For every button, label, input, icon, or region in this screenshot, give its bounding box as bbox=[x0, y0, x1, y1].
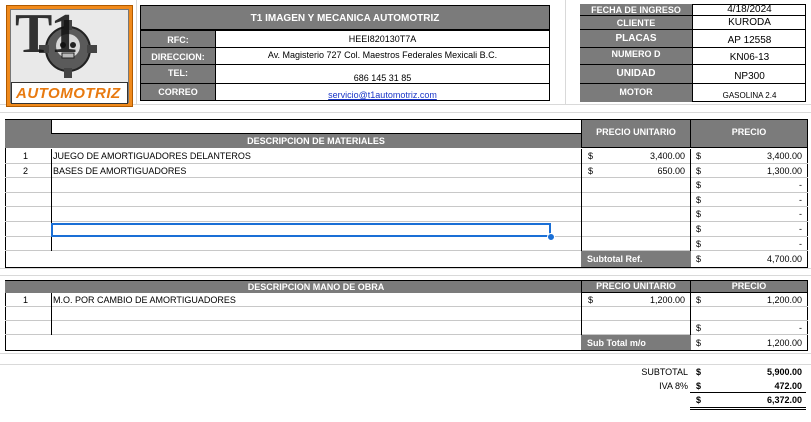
row-price-currency: $ bbox=[696, 238, 702, 249]
logo-text: T1 bbox=[15, 3, 77, 65]
row-unit-price: 1,200.00 bbox=[649, 295, 685, 305]
materials-desc-header: DESCRIPCION DE MATERIALES bbox=[51, 134, 581, 148]
row-price-currency: $ bbox=[696, 323, 702, 333]
materials-row[interactable] bbox=[5, 193, 808, 208]
row-price: - bbox=[799, 224, 802, 234]
materials-subtotal-label: Subtotal Ref. bbox=[587, 254, 643, 264]
row-description: M.O. POR CAMBIO DE AMORTIGUADORES bbox=[53, 295, 236, 305]
row-number: 1 bbox=[23, 295, 29, 305]
logo-subtext: AUTOMOTRIZ bbox=[16, 85, 121, 102]
row-price-currency: $ bbox=[696, 224, 702, 234]
labor-subtotal-label: Sub Total m/o bbox=[587, 338, 646, 348]
rfc-label: RFC: bbox=[140, 30, 216, 48]
row-description: BASES DE AMORTIGUADORES bbox=[53, 165, 187, 176]
labor-subtotal-currency: $ bbox=[696, 338, 702, 348]
row-price: 3,400.00 bbox=[766, 151, 802, 161]
cliente-label: CLIENTE bbox=[580, 16, 692, 30]
row-price-currency: $ bbox=[696, 295, 702, 305]
selected-cell[interactable] bbox=[51, 223, 551, 237]
labor-row[interactable] bbox=[5, 293, 808, 307]
rfc-value: HEEI820130T7A bbox=[215, 30, 550, 48]
row-price: - bbox=[799, 209, 802, 220]
materials-price-header: PRECIO bbox=[690, 119, 808, 148]
materials-row[interactable] bbox=[5, 149, 808, 164]
iva-value: 472.00 bbox=[774, 381, 802, 391]
row-unit-currency: $ bbox=[588, 295, 594, 305]
materials-row[interactable] bbox=[5, 237, 808, 252]
email-label: CORREO bbox=[140, 83, 216, 101]
iva-label: IVA 8% bbox=[659, 381, 688, 391]
iva-currency: $ bbox=[696, 381, 702, 391]
row-unit-price: 650.00 bbox=[657, 165, 685, 176]
address-value: Av. Magisterio 727 Col. Maestros Federales Mexicali B.C. bbox=[215, 47, 550, 65]
unidad-label: UNIDAD bbox=[580, 65, 692, 84]
fecha-label: FECHA DE INGRESO bbox=[580, 4, 692, 16]
labor-subtotal-value: 1,200.00 bbox=[766, 338, 802, 348]
row-number: 1 bbox=[23, 151, 29, 161]
row-price: - bbox=[799, 194, 802, 205]
materials-row[interactable] bbox=[5, 207, 808, 222]
row-price: - bbox=[799, 323, 802, 333]
materials-subtotal-currency: $ bbox=[696, 254, 702, 264]
row-unit-currency: $ bbox=[588, 151, 594, 161]
numero-value: KN06-13 bbox=[692, 48, 806, 65]
subtotal-value: 5,900.00 bbox=[766, 367, 802, 377]
materials-subtotal-value: 4,700.00 bbox=[766, 254, 802, 264]
materials-row[interactable] bbox=[5, 178, 808, 193]
company-name: T1 IMAGEN Y MECANICA AUTOMOTRIZ bbox=[140, 5, 550, 30]
labor-row[interactable] bbox=[5, 307, 808, 321]
total-value: 6,372.00 bbox=[766, 395, 802, 405]
row-price: - bbox=[799, 180, 802, 191]
labor-row[interactable] bbox=[5, 321, 808, 335]
row-price: 1,300.00 bbox=[766, 165, 802, 176]
labor-desc-header: DESCRIPCION MANO DE OBRA bbox=[51, 281, 581, 293]
placas-value: AP 12558 bbox=[692, 30, 806, 48]
materials-row[interactable] bbox=[5, 164, 808, 179]
fill-handle[interactable] bbox=[547, 233, 555, 241]
email-link[interactable]: servicio@t1automotriz.com bbox=[328, 90, 437, 100]
row-price: 1,200.00 bbox=[766, 295, 802, 305]
address-label: DIRECCION: bbox=[140, 47, 216, 65]
row-price: - bbox=[799, 238, 802, 249]
materials-unit-price-header: PRECIO UNITARIO bbox=[581, 119, 691, 148]
subtotal-currency: $ bbox=[696, 367, 702, 377]
subtotal-label: SUBTOTAL bbox=[641, 367, 688, 377]
row-unit-price: 3,400.00 bbox=[649, 151, 685, 161]
row-description: JUEGO DE AMORTIGUADORES DELANTEROS bbox=[53, 151, 251, 161]
row-unit-currency: $ bbox=[588, 165, 594, 176]
unidad-value: NP300 bbox=[692, 65, 806, 84]
numero-label: NUMERO D bbox=[580, 48, 692, 65]
email-value[interactable] bbox=[215, 83, 550, 101]
row-price-currency: $ bbox=[696, 151, 702, 161]
total-currency: $ bbox=[696, 395, 702, 405]
labor-unit-price-header: PRECIO UNITARIO bbox=[581, 280, 691, 293]
motor-value: GASOLINA 2.4 bbox=[692, 84, 806, 102]
company-logo bbox=[6, 5, 133, 107]
row-price-currency: $ bbox=[696, 194, 702, 205]
tel-label: TEL: bbox=[140, 64, 216, 84]
labor-price-header: PRECIO bbox=[690, 280, 808, 293]
row-number: 2 bbox=[23, 165, 29, 176]
motor-label: MOTOR bbox=[580, 84, 692, 102]
tel-value: 686 145 31 85 bbox=[215, 64, 550, 84]
cliente-value: KURODA bbox=[692, 16, 806, 30]
row-price-currency: $ bbox=[696, 165, 702, 176]
row-price-currency: $ bbox=[696, 209, 702, 220]
row-price-currency: $ bbox=[696, 180, 702, 191]
fecha-value: 4/18/2024 bbox=[692, 4, 806, 16]
placas-label: PLACAS bbox=[580, 30, 692, 48]
